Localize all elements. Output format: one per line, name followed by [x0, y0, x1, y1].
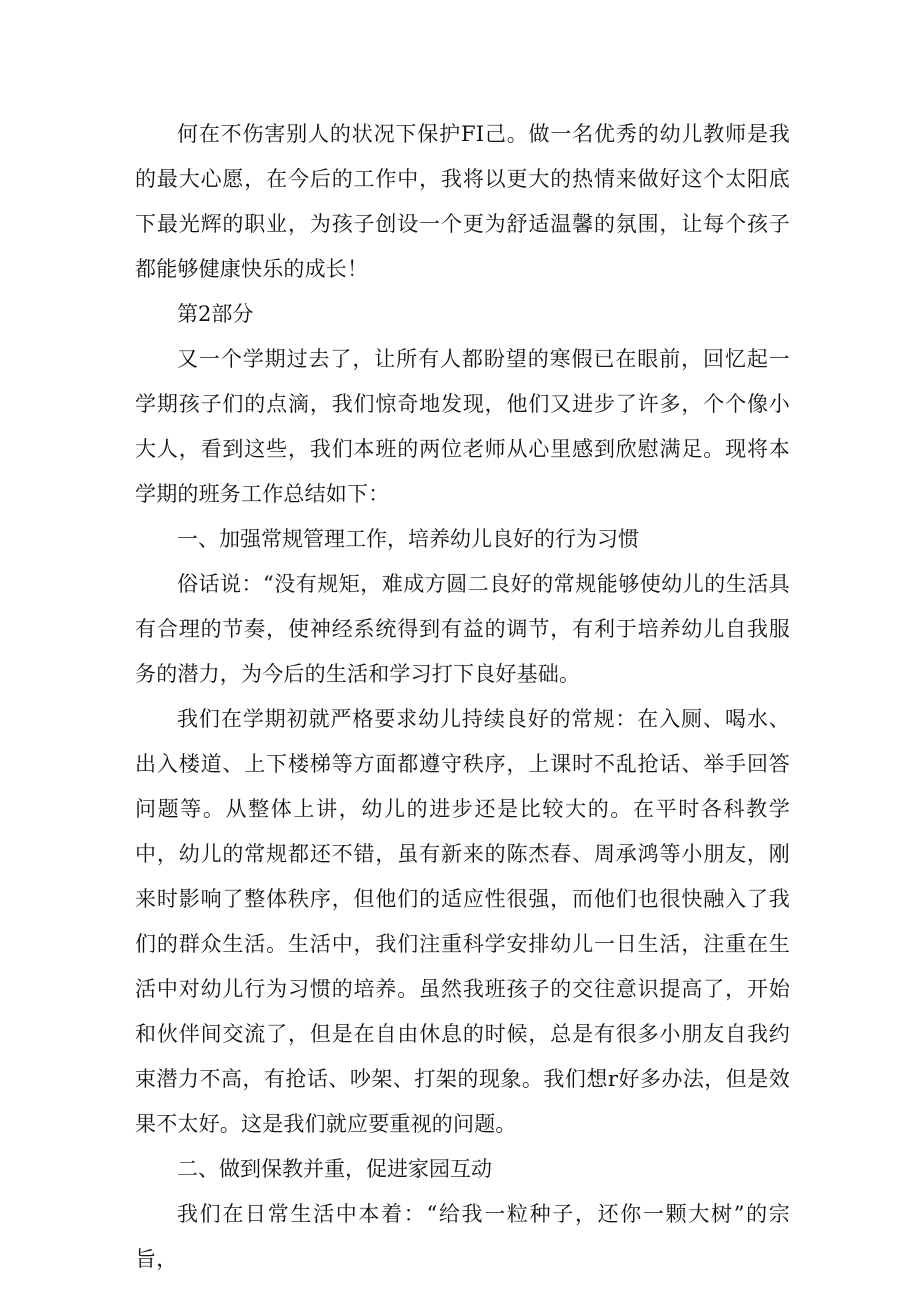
section-heading-care-education: 二、做到保教并重，促进家园互动 — [177, 1157, 492, 1181]
section-heading-routine-management: 一、加强常规管理工作，培养幼儿良好的行为习惯 — [177, 527, 639, 551]
section-heading-part-2: 第2部分 — [177, 302, 254, 326]
document-body — [135, 112, 790, 1282]
paragraph-routine-details: 我们在学期初就严格要求幼儿持续良好的常规：在入厕、喝水、出入楼道、上下楼梯等方面都遵守秩序，上课时不乱抢话、举手回答问题等。从整体上讲，幼儿的进步还是比较大的。在平时各科教学中，幼儿的常规都还不错，虽有新来的陈杰春、周承鸿等小朋友，刚来时影响了整体秩序，但他们的适应性很强，而他们也很快融入了我们的群众生活。生活中，我们注重科学安排幼儿一日生活，注重在生活中对幼儿行为习惯的培养。虽然我班孩子的交往意识提高了，开始和伙伴间交流了，但是在自由休息的时候，总是有很多小朋友自我约束潜力不高，有抢话、吵架、打架的现象。我们想r好多办法，但是效果不太好。这是我们就应要重视的问题。 — [135, 707, 790, 1136]
paragraph-rules-proverb: 俗话说：“没有规矩，难成方圆二良好的常规能够使幼儿的生活具有合理的节奏，使神经系统得到有益的调节，有利于培养幼儿自我服务的潜力，为今后的生活和学习打下良好基础。 — [135, 572, 790, 686]
paragraph-intro-continuation: 何在不伤害别人的状况下保护FI己。做一名优秀的幼儿教师是我的最大心愿，在今后的工作中，我将以更大的热情来做好这个太阳底下最光辉的职业，为孩子创设一个更为舒适温馨的氛围，让每个孩子都能够健康快乐的成长！ — [135, 122, 790, 281]
paragraph-daily-life: 我们在日常生活中本着：“给我一粒种子，还你一颗大树”的宗旨， — [135, 1202, 790, 1271]
paragraph-semester-summary: 又一个学期过去了，让所有人都盼望的寒假已在眼前，回忆起一学期孩子们的点滴，我们惊奇地发现，他们又进步了许多，个个像小大人，看到这些，我们本班的两位老师从心里感到欣慰满足。现将本学期的班务工作总结如下： — [135, 347, 790, 506]
